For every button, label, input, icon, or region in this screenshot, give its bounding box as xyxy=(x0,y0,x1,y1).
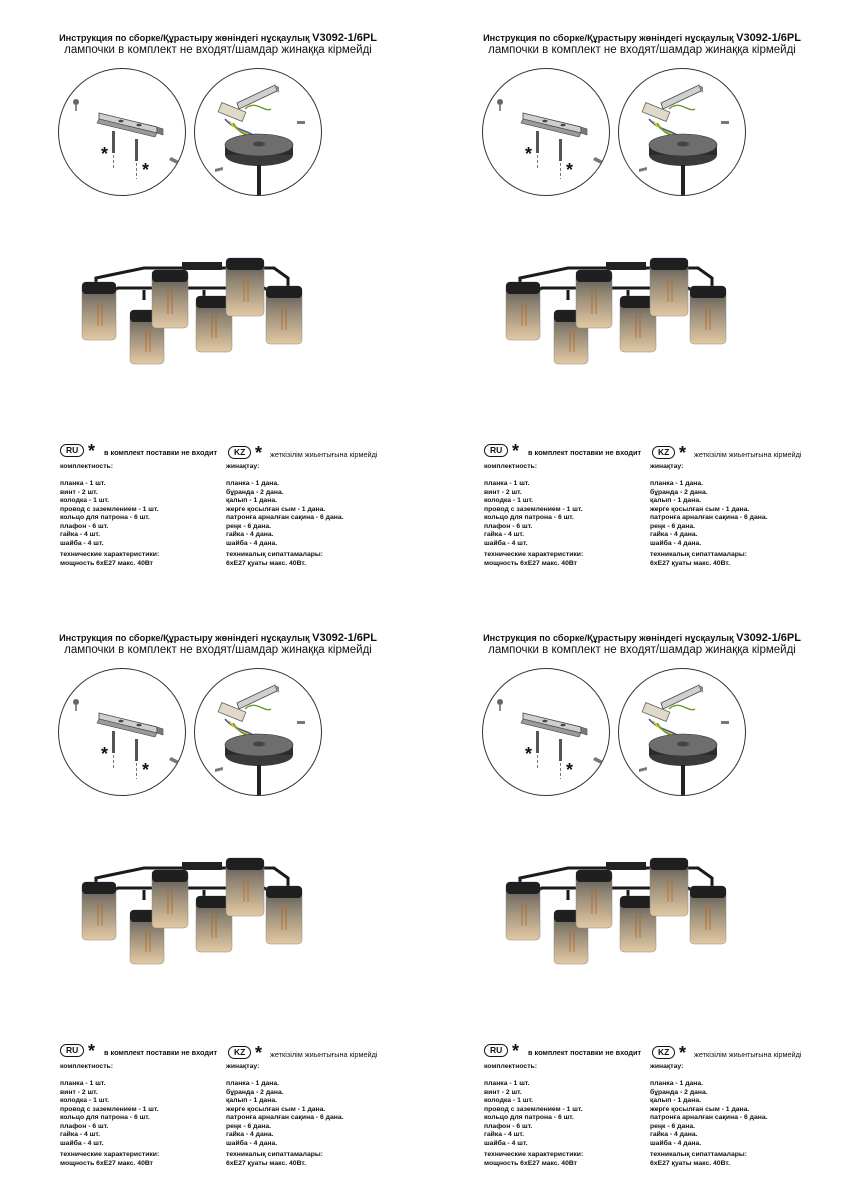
kz-contents-item: қалып - 1 дана. xyxy=(650,1097,701,1104)
kz-contents-item: гайка - 4 дана. xyxy=(226,531,274,538)
not-included-star: * xyxy=(142,760,150,780)
kz-contents-item: бұранда - 2 дана. xyxy=(226,488,284,496)
ru-specs-heading: технические характеристики: xyxy=(484,551,584,558)
lamp-shade xyxy=(82,882,116,940)
bulbs-not-included-note: лампочки в комплект не входят/шамдар жинаққа кірмейді xyxy=(64,44,372,56)
mounting-plate-diagram xyxy=(482,668,610,796)
ru-contents-item: планка - 1 шт. xyxy=(484,1080,530,1087)
kz-contents-heading: жинақтау: xyxy=(226,1063,260,1070)
ru-contents-item: провод с заземлением - 1 шт. xyxy=(484,505,583,513)
kz-contents-item: бұранда - 2 дана. xyxy=(226,1088,284,1096)
ru-star: * xyxy=(512,441,520,461)
kz-contents-item: шайба - 4 дана. xyxy=(650,539,702,547)
lamp-shade xyxy=(576,270,612,328)
kz-specs-heading: техникалық сипаттамалары: xyxy=(650,1151,747,1158)
ru-contents-item: винт - 2 шт. xyxy=(60,488,98,496)
chandelier-illustration xyxy=(498,840,738,970)
ru-contents-item: колодка - 1 шт. xyxy=(484,497,534,504)
lamp-shade xyxy=(152,270,188,328)
ru-language-badge: RU xyxy=(60,1044,84,1057)
kz-contents-heading: жинақтау: xyxy=(226,463,260,470)
kz-specs-heading: техникалық сипаттамалары: xyxy=(226,551,323,558)
canopy-wiring-icon xyxy=(619,669,746,796)
mounting-plate-icon xyxy=(483,69,610,196)
title-prefix: Инструкция по сборке/Құрастыру жөніндегі нұсқаулық xyxy=(59,633,310,643)
kz-language-badge: KZ xyxy=(228,1046,251,1059)
mounting-plate-icon xyxy=(59,69,186,196)
kz-contents-item: реңк - 6 дана. xyxy=(226,1122,272,1130)
kz-contents-item: жерге қосылған сым - 1 дана. xyxy=(226,1105,326,1113)
ru-contents-list xyxy=(60,480,159,548)
kz-contents-heading: жинақтау: xyxy=(650,463,684,470)
ru-specs-heading: технические характеристики: xyxy=(60,1151,160,1158)
model-number: V3092-1/6PL xyxy=(736,32,801,44)
ru-contents-item: плафон - 6 шт. xyxy=(60,522,109,530)
kz-language-badge: KZ xyxy=(652,446,675,459)
chandelier-illustration xyxy=(498,240,738,370)
kz-contents-item: жерге қосылған сым - 1 дана. xyxy=(650,1105,750,1113)
kz-star: * xyxy=(679,443,687,463)
kz-contents-item: шайба - 4 дана. xyxy=(226,539,278,547)
canopy-wiring-diagram xyxy=(618,668,746,796)
not-included-star: * xyxy=(566,160,574,180)
kz-not-included-note: жеткізілім жиынтығына кірмейді xyxy=(270,1050,378,1059)
ru-contents-item: кольцо для патрона - 6 шт. xyxy=(484,514,574,521)
kz-contents-item: қалып - 1 дана. xyxy=(226,497,277,504)
lamp-shade xyxy=(226,258,264,316)
ru-contents-item: провод с заземлением - 1 шт. xyxy=(60,1105,159,1113)
ru-specs-heading: технические характеристики: xyxy=(60,551,160,558)
ru-contents-item: винт - 2 шт. xyxy=(484,1088,522,1096)
canopy-wiring-icon xyxy=(195,69,322,196)
ru-contents-item: провод с заземлением - 1 шт. xyxy=(484,1105,583,1113)
canopy-wiring-diagram xyxy=(194,668,322,796)
ru-language-badge: RU xyxy=(484,1044,508,1057)
model-number: V3092-1/6PL xyxy=(312,32,377,44)
kz-contents-item: планка - 1 дана. xyxy=(650,1080,704,1087)
ru-language-badge: RU xyxy=(484,444,508,457)
not-included-star: * xyxy=(101,144,109,164)
lamp-shade xyxy=(82,282,116,340)
kz-contents-item: қалып - 1 дана. xyxy=(650,497,701,504)
kz-contents-item: патронға арналған сақина - 6 дана. xyxy=(226,1114,344,1121)
model-number: V3092-1/6PL xyxy=(312,632,377,644)
mounting-plate-icon xyxy=(59,669,186,796)
instruction-title xyxy=(472,632,812,644)
ru-specs-value: мощность 6хЕ27 макс. 40Вт xyxy=(484,560,578,567)
ru-contents-item: шайба - 4 шт. xyxy=(60,539,104,547)
instruction-panel-3 xyxy=(0,600,424,1200)
kz-contents-item: бұранда - 2 дана. xyxy=(650,1088,708,1096)
lamp-shade xyxy=(650,258,688,316)
lamp-shade xyxy=(152,870,188,928)
kz-contents-list xyxy=(650,1080,768,1148)
ru-contents-item: колодка - 1 шт. xyxy=(60,1097,110,1104)
not-included-star: * xyxy=(566,760,574,780)
not-included-star: * xyxy=(525,144,533,164)
ru-contents-item: провод с заземлением - 1 шт. xyxy=(60,505,159,513)
instruction-title xyxy=(472,32,812,44)
lamp-shade xyxy=(690,286,726,344)
lamp-shade xyxy=(690,886,726,944)
bulbs-not-included-note: лампочки в комплект не входят/шамдар жинаққа кірмейді xyxy=(488,44,796,56)
model-number: V3092-1/6PL xyxy=(736,632,801,644)
kz-contents-item: шайба - 4 дана. xyxy=(650,1139,702,1147)
kz-specs-heading: техникалық сипаттамалары: xyxy=(226,1151,323,1158)
kz-not-included-note: жеткізілім жиынтығына кірмейді xyxy=(694,450,802,459)
ru-contents-item: винт - 2 шт. xyxy=(60,1088,98,1096)
chandelier-illustration xyxy=(74,840,314,970)
ru-contents-heading: комплектность: xyxy=(60,463,113,470)
title-prefix: Инструкция по сборке/Құрастыру жөніндегі нұсқаулық xyxy=(483,633,734,643)
lamp-shade xyxy=(506,882,540,940)
ru-contents-heading: комплектность: xyxy=(484,1063,537,1070)
canopy-wiring-diagram xyxy=(194,68,322,196)
kz-star: * xyxy=(255,443,263,463)
not-included-star: * xyxy=(525,744,533,764)
kz-specs-value: 6хЕ27 қуаты макс. 40Вт. xyxy=(650,1160,731,1167)
kz-star: * xyxy=(679,1043,687,1063)
kz-contents-item: реңк - 6 дана. xyxy=(650,1122,696,1130)
instruction-title xyxy=(48,632,388,644)
kz-specs-value: 6хЕ27 қуаты макс. 40Вт. xyxy=(226,560,307,567)
instruction-panel-2 xyxy=(424,0,848,600)
mounting-plate-diagram xyxy=(58,68,186,196)
ru-not-included-note: в комплект поставки не входит xyxy=(528,1048,642,1057)
kz-contents-heading: жинақтау: xyxy=(650,1063,684,1070)
ru-contents-item: шайба - 4 шт. xyxy=(484,1139,528,1147)
kz-contents-item: планка - 1 дана. xyxy=(226,480,280,487)
ru-specs-value: мощность 6хЕ27 макс. 40Вт xyxy=(484,1160,578,1167)
ru-contents-item: колодка - 1 шт. xyxy=(484,1097,534,1104)
ru-contents-item: планка - 1 шт. xyxy=(60,480,106,487)
title-prefix: Инструкция по сборке/Құрастыру жөніндегі нұсқаулық xyxy=(59,33,310,43)
ru-contents-item: шайба - 4 шт. xyxy=(60,1139,104,1147)
mounting-plate-diagram xyxy=(58,668,186,796)
canopy-wiring-icon xyxy=(195,669,322,796)
ru-contents-item: гайка - 4 шт. xyxy=(484,531,524,538)
kz-contents-item: реңк - 6 дана. xyxy=(650,522,696,530)
lamp-shade xyxy=(266,286,302,344)
lamp-shade xyxy=(506,282,540,340)
kz-contents-item: гайка - 4 дана. xyxy=(226,1131,274,1138)
kz-not-included-note: жеткізілім жиынтығына кірмейді xyxy=(694,1050,802,1059)
kz-contents-item: шайба - 4 дана. xyxy=(226,1139,278,1147)
ru-contents-item: гайка - 4 шт. xyxy=(484,1131,524,1138)
kz-contents-item: патронға арналған сақина - 6 дана. xyxy=(650,514,768,521)
ru-contents-item: плафон - 6 шт. xyxy=(60,1122,109,1130)
kz-contents-item: гайка - 4 дана. xyxy=(650,531,698,538)
ru-contents-item: кольцо для патрона - 6 шт. xyxy=(60,514,150,521)
ru-not-included-note: в комплект поставки не входит xyxy=(104,448,218,457)
ru-specs-heading: технические характеристики: xyxy=(484,1151,584,1158)
ru-contents-item: кольцо для патрона - 6 шт. xyxy=(60,1114,150,1121)
kz-contents-item: реңк - 6 дана. xyxy=(226,522,272,530)
ru-contents-item: плафон - 6 шт. xyxy=(484,522,533,530)
not-included-star: * xyxy=(142,160,150,180)
kz-contents-item: патронға арналған сақина - 6 дана. xyxy=(650,1114,768,1121)
ru-contents-item: колодка - 1 шт. xyxy=(60,497,110,504)
ru-specs-value: мощность 6хЕ27 макс. 40Вт xyxy=(60,560,154,567)
ru-star: * xyxy=(512,1041,520,1061)
ru-specs-value: мощность 6хЕ27 макс. 40Вт xyxy=(60,1160,154,1167)
chandelier-illustration xyxy=(74,240,314,370)
ru-contents-heading: комплектность: xyxy=(60,1063,113,1070)
mounting-plate-diagram xyxy=(482,68,610,196)
ru-not-included-note: в комплект поставки не входит xyxy=(104,1048,218,1057)
kz-contents-list xyxy=(226,1080,344,1148)
kz-contents-item: гайка - 4 дана. xyxy=(650,1131,698,1138)
kz-contents-item: бұранда - 2 дана. xyxy=(650,488,708,496)
kz-contents-list xyxy=(650,480,768,548)
ru-contents-item: шайба - 4 шт. xyxy=(484,539,528,547)
instruction-panel-1 xyxy=(0,0,424,600)
bulbs-not-included-note: лампочки в комплект не входят/шамдар жинаққа кірмейді xyxy=(488,644,796,656)
kz-contents-item: планка - 1 дана. xyxy=(650,480,704,487)
ru-contents-item: гайка - 4 шт. xyxy=(60,531,100,538)
ru-not-included-note: в комплект поставки не входит xyxy=(528,448,642,457)
mounting-plate-icon xyxy=(483,669,610,796)
canopy-wiring-icon xyxy=(619,69,746,196)
ru-star: * xyxy=(88,441,96,461)
ru-contents-item: кольцо для патрона - 6 шт. xyxy=(484,1114,574,1121)
ru-star: * xyxy=(88,1041,96,1061)
kz-specs-value: 6хЕ27 қуаты макс. 40Вт. xyxy=(650,560,731,567)
kz-star: * xyxy=(255,1043,263,1063)
bulbs-not-included-note: лампочки в комплект не входят/шамдар жинаққа кірмейді xyxy=(64,644,372,656)
ru-language-badge: RU xyxy=(60,444,84,457)
ru-contents-item: планка - 1 шт. xyxy=(60,1080,106,1087)
ru-contents-item: винт - 2 шт. xyxy=(484,488,522,496)
lamp-shade xyxy=(650,858,688,916)
kz-contents-list xyxy=(226,480,344,548)
kz-contents-item: жерге қосылған сым - 1 дана. xyxy=(650,505,750,513)
ru-contents-list xyxy=(484,1080,583,1148)
ru-contents-list xyxy=(60,1080,159,1148)
ru-contents-list xyxy=(484,480,583,548)
canopy-wiring-diagram xyxy=(618,68,746,196)
instruction-title xyxy=(48,32,388,44)
instruction-panel-4 xyxy=(424,600,848,1200)
kz-not-included-note: жеткізілім жиынтығына кірмейді xyxy=(270,450,378,459)
ru-contents-item: гайка - 4 шт. xyxy=(60,1131,100,1138)
kz-contents-item: қалып - 1 дана. xyxy=(226,1097,277,1104)
kz-contents-item: патронға арналған сақина - 6 дана. xyxy=(226,514,344,521)
lamp-shade xyxy=(576,870,612,928)
kz-specs-heading: техникалық сипаттамалары: xyxy=(650,551,747,558)
kz-language-badge: KZ xyxy=(652,1046,675,1059)
ru-contents-item: планка - 1 шт. xyxy=(484,480,530,487)
kz-specs-value: 6хЕ27 қуаты макс. 40Вт. xyxy=(226,1160,307,1167)
kz-contents-item: планка - 1 дана. xyxy=(226,1080,280,1087)
kz-contents-item: жерге қосылған сым - 1 дана. xyxy=(226,505,326,513)
not-included-star: * xyxy=(101,744,109,764)
lamp-shade xyxy=(226,858,264,916)
ru-contents-heading: комплектность: xyxy=(484,463,537,470)
kz-language-badge: KZ xyxy=(228,446,251,459)
ru-contents-item: плафон - 6 шт. xyxy=(484,1122,533,1130)
lamp-shade xyxy=(266,886,302,944)
title-prefix: Инструкция по сборке/Құрастыру жөніндегі нұсқаулық xyxy=(483,33,734,43)
